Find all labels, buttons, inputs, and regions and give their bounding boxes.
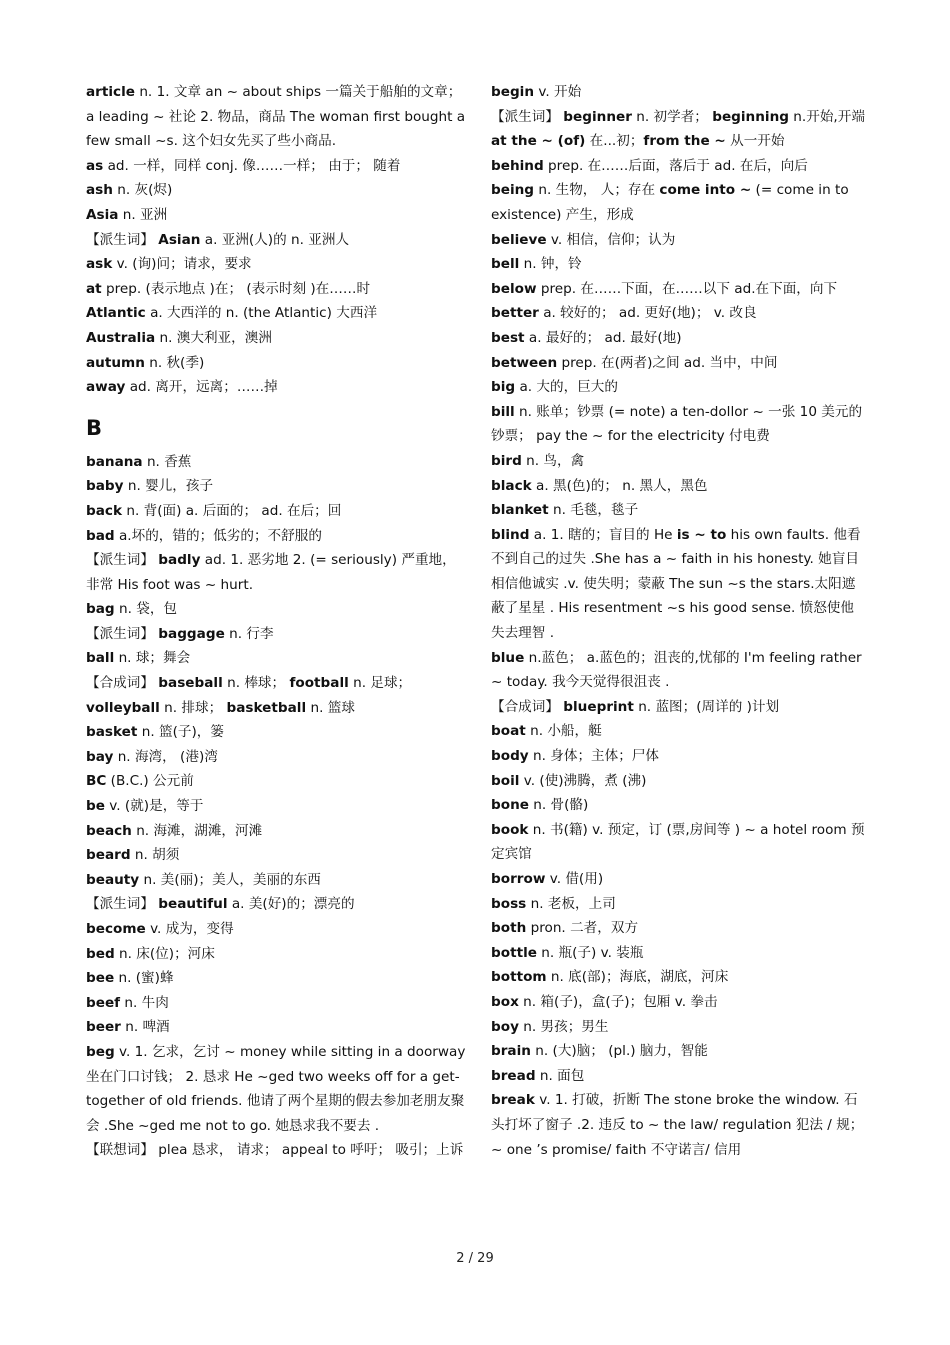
headword: blanket: [491, 502, 549, 519]
entry-tag: 【合成词】: [491, 698, 559, 715]
definition-text: prep. 在……后面，落后于 ad. 在后，向后: [548, 157, 808, 174]
headword: baseball: [158, 675, 223, 692]
dictionary-entry: [86, 819, 466, 844]
headword: beginner: [563, 108, 632, 125]
headword: back: [86, 502, 123, 519]
dictionary-entry: [491, 375, 866, 400]
definition-text: n. 行李: [229, 625, 274, 642]
headword: be: [86, 798, 105, 815]
headword: beautiful: [158, 896, 228, 913]
dictionary-entry: [86, 646, 466, 671]
definition-text: plea 恳求， 请求； appeal to 呼吁； 吸引；上诉: [158, 1142, 464, 1159]
dictionary-entry: [86, 597, 466, 622]
bold-phrase: from the ~: [643, 133, 726, 150]
dictionary-entry: [491, 474, 866, 499]
dictionary-entry: [491, 965, 866, 990]
dictionary-entry: [86, 966, 466, 991]
definition-text: a. 美(好)的；漂亮的: [231, 896, 355, 913]
definition-text: a. 亚洲(人)的 n. 亚洲人: [204, 231, 350, 248]
headword: beg: [86, 1043, 115, 1060]
headword: beach: [86, 822, 132, 839]
headword: black: [491, 477, 532, 494]
dictionary-entry: [86, 794, 466, 819]
definition-text: prep. (表示地点 )在； (表示时刻 )在……时: [106, 280, 371, 297]
entry-tag: 【派生词】: [86, 625, 154, 642]
headword: basket: [86, 724, 138, 741]
definition-text: his own faults. 他看不到自己的过失 .She has a ~ faith in his honesty. 她盲目相信他诚实 .v. 使失明；蒙蔽 The sun ~s the stars.太阳遮蔽了星星 . His resentment ~s his good sense. 愤怒使他失去理智 .: [491, 526, 861, 642]
dictionary-entry: [86, 474, 466, 499]
dictionary-entry: [491, 351, 866, 376]
dictionary-entry: [86, 1138, 466, 1163]
dictionary-entry: [491, 916, 866, 941]
dictionary-entry: [86, 1015, 466, 1040]
headword: at: [86, 280, 102, 297]
headword: below: [491, 280, 537, 297]
definition-text: a. 最好的； ad. 最好(地): [528, 329, 682, 346]
dictionary-entry: [491, 400, 866, 449]
dictionary-entry: [491, 498, 866, 523]
dictionary-entry: [491, 277, 866, 302]
headword: bee: [86, 970, 115, 987]
definition-text: n.开始,开端: [788, 108, 865, 125]
headword: big: [491, 379, 516, 396]
headword: better: [491, 305, 539, 322]
dictionary-entry: [86, 769, 466, 794]
definition-text: n. 球；舞会: [118, 650, 191, 667]
definition-text: n. 钟，铃: [523, 256, 582, 273]
headword: ash: [86, 182, 113, 199]
headword: article: [86, 84, 135, 100]
headword: being: [491, 182, 535, 199]
definition-text: n. 袋，包: [118, 601, 178, 618]
dictionary-entry: [86, 499, 466, 524]
dictionary-entry: [86, 154, 466, 179]
dictionary-entry: [86, 524, 466, 549]
headword: bay: [86, 748, 114, 765]
dictionary-entry: [86, 745, 466, 770]
headword: ask: [86, 256, 113, 273]
headword: boss: [491, 895, 527, 912]
dictionary-entry: [491, 178, 866, 227]
definition-text: n. 床(位)；河床: [119, 945, 215, 962]
dictionary-entry: [491, 523, 866, 646]
page-number: 2 / 29: [456, 1251, 494, 1266]
headword: Atlantic: [86, 305, 146, 322]
dictionary-entry: [491, 867, 866, 892]
definition-text: n. 背(面) a. 后面的； ad. 在后；回: [126, 502, 342, 519]
dictionary-entry: [491, 695, 866, 720]
bold-phrase: beginning: [712, 108, 789, 125]
definition-text: v. (使)沸腾，煮 (沸): [523, 772, 647, 789]
definition-text: a. 大西洋的 n. (the Atlantic) 大西洋: [150, 305, 378, 322]
headword: ball: [86, 650, 115, 667]
right-column: [491, 80, 866, 1162]
headword: brain: [491, 1043, 531, 1060]
entry-tag: 【派生词】: [86, 896, 154, 913]
dictionary-entry: [491, 818, 866, 867]
headword: between: [491, 354, 558, 371]
headword: best: [491, 329, 525, 346]
definition-text: v. 借(用): [549, 871, 604, 887]
headword: blind: [491, 526, 530, 543]
definition-text: v. (就)是，等于: [109, 798, 204, 815]
headword: box: [491, 993, 519, 1010]
definition-text: n. 篮球: [306, 699, 355, 716]
definition-text: n. 胡须: [134, 847, 180, 864]
dictionary-entry: [86, 203, 466, 228]
dictionary-entry: [86, 917, 466, 942]
definition-text: n. 海湾， (港)湾: [117, 748, 218, 765]
definition-text: n. 瓶(子) v. 装瓶: [541, 944, 644, 961]
definition-text: v. (询)问；请求，要求: [116, 256, 252, 273]
headword: bird: [491, 452, 522, 469]
dictionary-entry: [491, 1015, 866, 1040]
dictionary-entry: [491, 793, 866, 818]
definition-text: 在...初；: [585, 133, 644, 150]
dictionary-entry: [491, 80, 866, 105]
definition-text: prep. 在……下面，在……以下 ad.在下面，向下: [540, 280, 838, 297]
headword: blue: [491, 649, 525, 666]
dictionary-entry: [86, 991, 466, 1016]
headword: behind: [491, 157, 544, 174]
dictionary-entry: [491, 719, 866, 744]
definition-text: a. 黑(色)的； n. 黑人，黑色: [536, 477, 708, 494]
dictionary-entry: [86, 1040, 466, 1138]
definition-text: n. (大)脑； (pl.) 脑力，智能: [535, 1043, 708, 1060]
bold-phrase: volleyball: [86, 699, 160, 716]
headword: bag: [86, 601, 115, 618]
dictionary-entry: [86, 326, 466, 351]
headword: beef: [86, 994, 121, 1011]
definition-text: n. 灰(烬): [117, 182, 173, 199]
definition-text: pron. 二者，双方: [530, 920, 639, 937]
definition-text: n. 鸟，禽: [526, 452, 585, 469]
definition-text: n. 身体；主体；尸体: [533, 748, 660, 765]
bold-phrase: basketball: [226, 699, 307, 716]
dictionary-entry: [86, 228, 466, 253]
dictionary-entry: [491, 1039, 866, 1064]
definition-text: (B.C.) 公元前: [110, 773, 194, 790]
headword: bell: [491, 256, 520, 273]
definition-text: v. 开始: [538, 84, 582, 100]
definition-text: a. 1. 瞎的；盲目的 He: [533, 526, 677, 543]
definition-text: v. 1. 打破，折断 The stone broke the window. 石头打坏了窗子 .2. 违反 to ~ the law/ regulation 犯法 / 规；~ one ’s promise/ faith 不守诺言/ 信用: [491, 1092, 864, 1158]
headword: baggage: [158, 625, 225, 642]
definition-text: n. 美(丽)；美人，美丽的东西: [143, 871, 321, 888]
dictionary-entry: [86, 843, 466, 868]
definition-text: n. 生物， 人；存在: [538, 182, 660, 199]
definition-text: n. 面包: [539, 1067, 585, 1084]
dictionary-entry: [86, 375, 466, 400]
dictionary-entry: [86, 277, 466, 302]
headword: bad: [86, 527, 115, 544]
headword: beer: [86, 1019, 121, 1036]
headword: away: [86, 379, 126, 396]
definition-text: n. 海滩，湖滩，河滩: [136, 822, 263, 839]
definition-text: n. 蓝图；(周详的 )计划: [638, 698, 780, 715]
entry-tag: 【联想词】: [86, 1142, 154, 1159]
dictionary-entry: [491, 1064, 866, 1089]
headword: become: [86, 921, 146, 937]
headword: baby: [86, 478, 124, 495]
definition-text: n. 秋(季): [149, 354, 205, 371]
definition-text: n. 男孩；男生: [523, 1018, 609, 1035]
definition-text: n. 书(籍) v. 预定，订 (票,房间等 ) ~ a hotel room 预定宾馆: [491, 821, 865, 863]
entry-tag: 【派生词】: [86, 552, 154, 569]
definition-text: n. 排球；: [159, 699, 227, 716]
definition-text: n. 底(部)；海底，湖底，河床: [550, 969, 729, 986]
headword: bill: [491, 403, 515, 420]
headword: bottle: [491, 944, 537, 961]
headword: boil: [491, 772, 520, 789]
headword: break: [491, 1092, 535, 1109]
definition-text: n. 啤酒: [125, 1019, 170, 1036]
dictionary-entry: [86, 868, 466, 893]
headword: blueprint: [563, 698, 634, 715]
definition-text: 从一开始: [725, 133, 785, 150]
dictionary-entry: [86, 80, 466, 154]
definition-text: a. 大的，巨大的: [519, 379, 618, 396]
headword: beauty: [86, 871, 140, 888]
bold-phrase: at the ~ (of): [491, 133, 586, 150]
definition-text: n. (蜜)蜂: [118, 970, 174, 987]
dictionary-entry: [491, 252, 866, 277]
dictionary-entry: [491, 744, 866, 769]
headword: bottom: [491, 969, 547, 986]
definition-text: n. 账单；钞票 (= note) a ten-dollor ~ 一张 10 美元的钞票； pay the ~ for the electricity 付电费: [491, 403, 863, 445]
dictionary-entry: [86, 301, 466, 326]
headword: boy: [491, 1018, 519, 1035]
bold-phrase: come into ~: [659, 182, 752, 199]
dictionary-entry: [491, 326, 866, 351]
definition-text: v. 相信，信仰；认为: [550, 231, 676, 248]
headword: begin: [491, 84, 535, 100]
bold-phrase: football: [289, 675, 349, 692]
headword: Asian: [158, 231, 201, 248]
headword: Asia: [86, 206, 119, 223]
dictionary-entry: [86, 622, 466, 647]
dictionary-entry: [491, 228, 866, 253]
dictionary-entry: [491, 892, 866, 917]
definition-text: ad. 离开，远离；……掉: [129, 379, 278, 396]
headword: bread: [491, 1067, 536, 1084]
dictionary-entry: [491, 646, 866, 695]
definition-text: n. 亚洲: [122, 206, 168, 223]
headword: beard: [86, 847, 131, 864]
dictionary-entry: [491, 449, 866, 474]
dictionary-entry: [86, 178, 466, 203]
definition-text: n. 毛毯，毯子: [552, 502, 639, 519]
dictionary-entry: [86, 252, 466, 277]
definition-text: n. 足球；: [348, 675, 412, 692]
definition-text: n. 初学者；: [636, 108, 713, 125]
dictionary-entry: [491, 941, 866, 966]
headword: both: [491, 920, 527, 937]
definition-text: a.坏的，错的；低劣的；不舒服的: [118, 527, 322, 544]
headword: boat: [491, 723, 526, 740]
definition-text: n. 骨(骼): [533, 797, 589, 814]
definition-text: n. 小船，艇: [530, 723, 602, 740]
definition-text: n.蓝色； a.蓝色的；沮丧的,忧郁的 I'm feeling rather ~ today. 我今天觉得很沮丧 .: [491, 649, 862, 691]
headword: bed: [86, 945, 115, 962]
definition-text: ad. 一样，同样 conj. 像……一样； 由于； 随着: [107, 157, 401, 174]
definition-text: n. 婴儿，孩子: [127, 478, 214, 495]
dictionary-entry: [86, 671, 466, 720]
headword: book: [491, 821, 529, 838]
definition-text: n. 1. 文章 an ~ about ships 一篇关于船舶的文章； a leading ~ 社论 2. 物品，商品 The woman first bought a few small ~s. 这个妇女先买了些小商品.: [86, 84, 466, 150]
left-column: [86, 80, 466, 1163]
definition-text: n. 老板，上司: [530, 895, 616, 912]
section-letter: B: [86, 415, 103, 440]
dictionary-entry: [86, 720, 466, 745]
definition-text: v. 1. 乞求，乞讨 ~ money while sitting in a doorway 坐在门口讨钱； 2. 恳求 He ~ged two weeks off for a get-together of old friends. 他请了两个星期的假去参加老朋友聚会 .She ~ged me not to go. 她恳求我不要去 .: [86, 1043, 466, 1134]
entry-tag: 【派生词】: [86, 231, 154, 248]
headword: autumn: [86, 354, 145, 371]
dictionary-entry: [86, 892, 466, 917]
definition-text: v. 成为，变得: [150, 921, 234, 937]
dictionary-entry: [491, 301, 866, 326]
definition-text: ad. 1. 恶劣地 2. (= seriously) 严重地，非常 His foot was ~ hurt.: [86, 552, 456, 593]
headword: borrow: [491, 871, 546, 887]
dictionary-entry: [86, 450, 466, 475]
dictionary-entry: [86, 942, 466, 967]
definition-text: n. 澳大利亚，澳洲: [159, 329, 272, 346]
definition-text: a. 较好的； ad. 更好(地)； v. 改良: [543, 305, 757, 322]
definition-text: n. 牛肉: [124, 994, 169, 1011]
dictionary-entry: [86, 351, 466, 376]
entry-tag: 【派生词】: [491, 108, 559, 125]
dictionary-entry: [491, 1088, 866, 1162]
definition-text: (= come in to existence) 产生，形成: [491, 182, 849, 223]
headword: Australia: [86, 329, 156, 346]
dictionary-entry: [86, 548, 466, 597]
dictionary-entry: [491, 105, 866, 154]
headword: as: [86, 157, 104, 174]
entry-tag: 【合成词】: [86, 675, 154, 692]
headword: body: [491, 748, 529, 765]
definition-text: prep. 在(两者)之间 ad. 当中，中间: [561, 354, 778, 371]
headword: BC: [86, 773, 107, 790]
definition-text: n. 香蕉: [146, 453, 192, 470]
dictionary-entry: [491, 154, 866, 179]
dictionary-entry: [491, 769, 866, 794]
headword: badly: [158, 552, 201, 569]
bold-phrase: is ~ to: [676, 526, 727, 543]
dictionary-entry: [491, 990, 866, 1015]
headword: banana: [86, 453, 143, 470]
headword: believe: [491, 231, 547, 248]
definition-text: n. 篮(子)，篓: [141, 724, 224, 741]
definition-text: n. 棒球；: [227, 675, 290, 692]
headword: bone: [491, 797, 529, 814]
definition-text: n. 箱(子)，盒(子)；包厢 v. 拳击: [523, 993, 718, 1010]
